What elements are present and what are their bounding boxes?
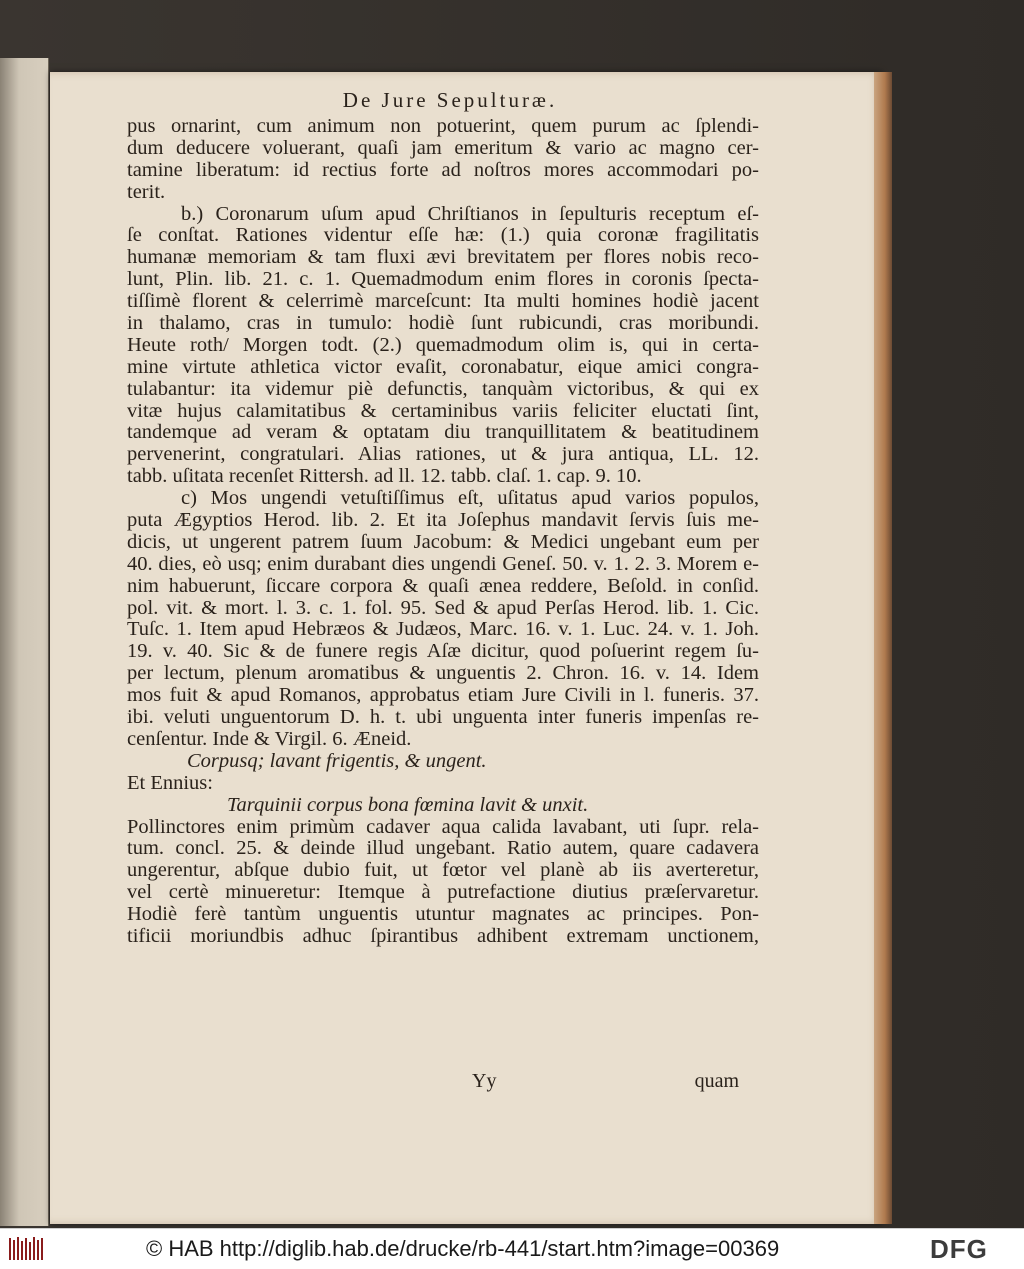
text-line: Heute roth/ Morgen todt. (2.) quemadmodum olim is, qui in certa- [127,334,759,356]
catchword: quam [694,1070,739,1092]
page-fore-edge [874,72,892,1224]
text-line: puta Ægyptios Herod. lib. 2. Et ita Joſephus mandavit ſervis ſuis me- [127,510,759,532]
text-line: per lectum, plenum aromatibus & unguentis 2. Chron. 16. v. 14. Idem [127,663,759,685]
text-line: tandemque ad veram & optatam diu tranquillitatem & beatitudinem [127,422,759,444]
text-line: 19. v. 40. Sic & de funere regis Aſæ dicitur, quod poſuerint regem ſu- [127,641,759,663]
text-line: tum. concl. 25. & deinde illud ungebant. Ratio autem, quare cadavera [127,838,759,860]
text-line: vel certè minueretur: Itemque à putrefactione diutius præſervaretur. [127,882,759,904]
page-foot [127,1070,739,1092]
text-line: terit. [127,181,166,203]
text-line: tabb. uſitata recenſet Rittersh. ad ll. 12. tabb. claſ. 1. cap. 9. 10. [127,466,642,488]
text-line: tulabantur: ita videmur piè defunctis, tanquàm victoribus, & qui ex [127,378,759,400]
text-line: ibi. veluti unguentorum D. h. t. ubi unguenta inter funeris impenſas re- [127,707,759,729]
dfg-logo: DFG [930,1234,988,1264]
page-body-text [127,116,759,948]
text-line: ungerentur, abſque dubio fuit, ut fœtor vel planè ab iis averteretur, [127,860,759,882]
text-line: b.) Coronarum uſum apud Chriſtianos in ſepulturis receptum eſ- [181,203,759,225]
text-line: nim habuerunt, ſiccare corpora & quaſi ænea reddere, Beſold. in conſid. [127,575,759,597]
text-line: pervenerint, congratulari. Alias rationes, ut & jura antiqua, LL. 12. [127,444,759,466]
hab-barcode-logo-icon [8,1236,46,1262]
running-head: De Jure Sepulturæ. [342,88,558,112]
text-line: Pollinctores enim primùm cadaver aqua calida lavabant, uti ſupr. rela- [127,816,759,838]
text-line: cenſentur. Inde & Virgil. 6. Æneid. [127,728,412,750]
text-line: vitæ hujus calamitatibus & certaminibus variis feliciter eluctati ſint, [127,400,759,422]
text-line: in thalamo, cras in tumulo: hodiè ſunt rubicundi, cras moribundi. [127,313,759,335]
text-line: tificii moriundbis adhuc ſpirantibus adhibent extremam unctionem, [127,925,759,947]
text-line: pol. vit. & mort. l. 3. c. 1. fol. 95. Sed & apud Perſas Herod. lib. 1. Cic. [127,597,759,619]
text-line: ſe conſtat. Rationes videntur eſſe hæ: (1.) quia coronæ fragilitatis [127,225,759,247]
signature-mark: Yy [472,1070,497,1092]
text-line: mos fuit & apud Romanos, approbatus etiam Jure Civili in l. funeris. 37. [127,685,759,707]
text-line: lunt, Plin. lib. 21. c. 1. Quemadmodum enim flores in coronis ſpecta- [127,269,759,291]
viewer-footer [0,1228,1024,1269]
text-line: Tarquinii corpus bona fœmina lavit & unxit. [227,794,589,816]
text-line: dicis, ut ungerent patrem ſuum Jacobum: & Medici ungebant eum per [127,531,759,553]
text-line: dum deducere voluerant, quaſi jam emeritum & vario ac magno cer- [127,137,759,159]
text-line: tiſſimè florent & celerrimè marceſcunt: Ita multi homines hodiè jacent [127,291,759,313]
text-line: c) Mos ungendi vetuſtiſſimus eſt, uſitatus apud varios populos, [181,488,759,510]
text-line: Tuſc. 1. Item apud Hebræos & Judæos, Marc. 16. v. 1. Luc. 24. v. 1. Joh. [127,619,759,641]
copyright-link[interactable]: © HAB http://diglib.hab.de/drucke/rb-441/start.htm?image=00369 [146,1236,780,1261]
text-line: pus ornarint, cum animum non potuerint, quem purum ac ſplendi- [127,116,759,137]
text-line: Et Ennius: [127,772,213,794]
previous-page-edge [0,58,49,1226]
text-line: mine virtute athletica victor evaſit, coronabatur, eique amici congra- [127,356,759,378]
text-line: Corpusq; lavant frigentis, & ungent. [187,750,487,772]
text-line: tamine liberatum: id rectius forte ad noſtros mores accommodari po- [127,159,759,181]
text-line: humanæ memoriam & tam fluxi ævi brevitatem per flores nobis reco- [127,247,759,269]
text-line: Hodiè ferè tantùm unguentis utuntur magnates ac principes. Pon- [127,904,759,926]
text-line: 40. dies, eò usq; enim durabant dies ungendi Geneſ. 50. v. 1. 2. 3. Morem e- [127,553,759,575]
